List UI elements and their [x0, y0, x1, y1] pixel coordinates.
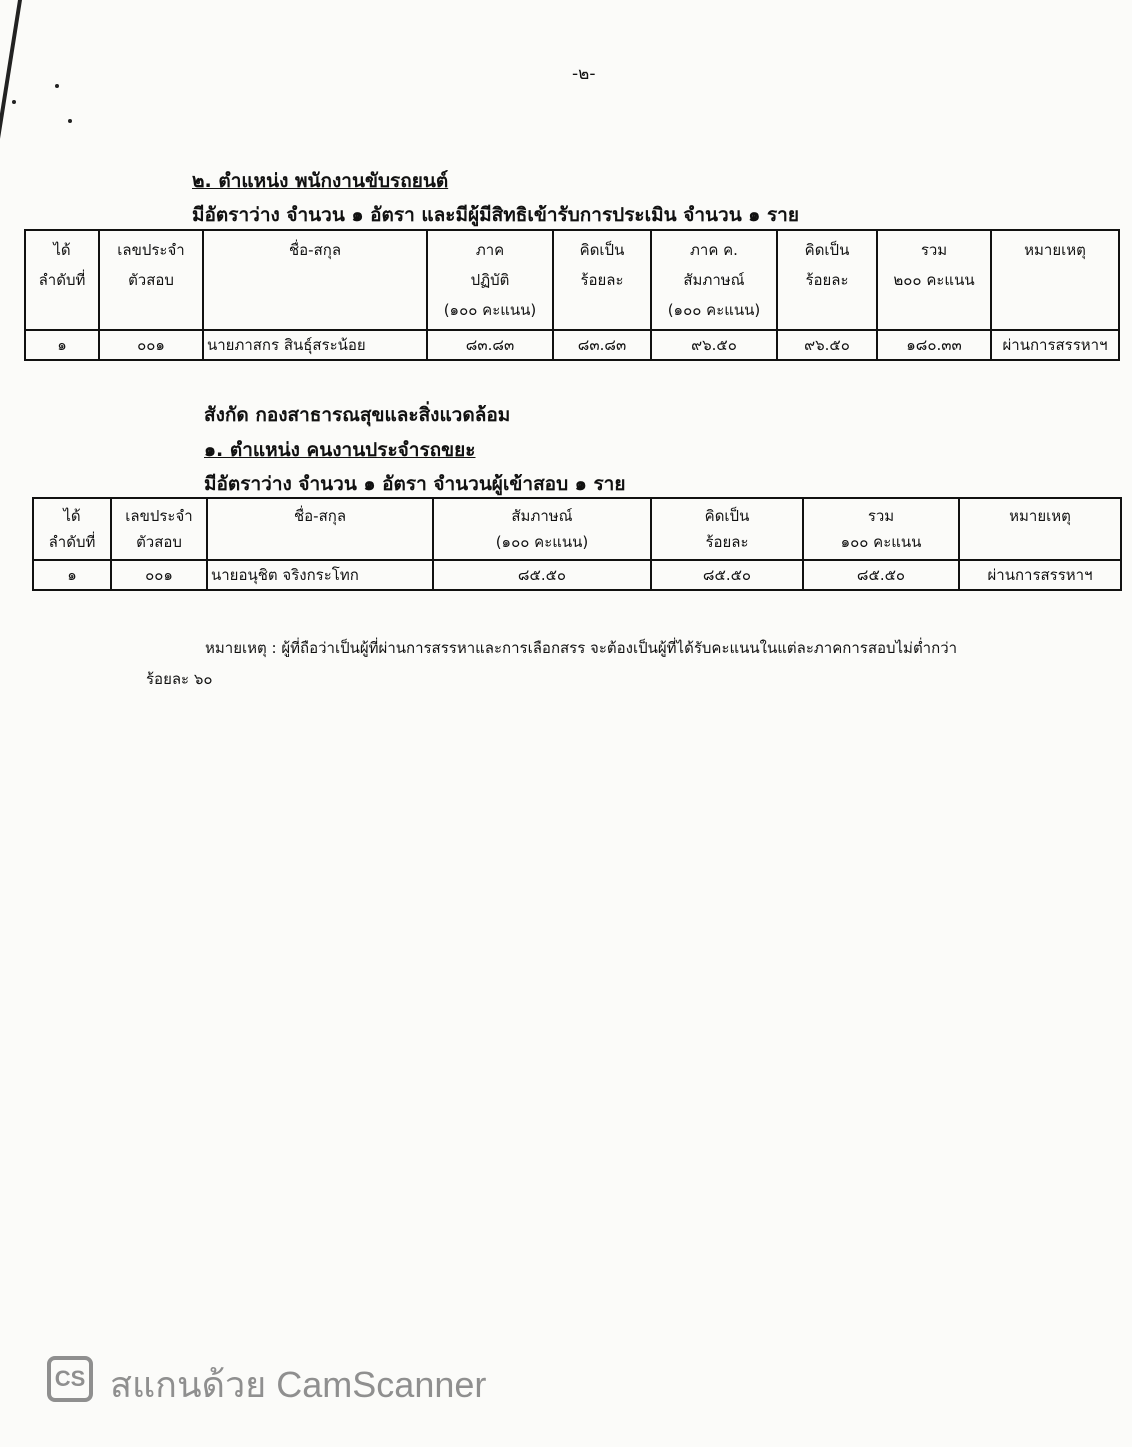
header-exam-no: เลขประจำ ตัวสอบ — [99, 230, 203, 330]
table-header-row — [33, 498, 1121, 560]
scan-speck — [55, 84, 59, 88]
table-header-row — [25, 230, 1119, 330]
table-row — [25, 330, 1119, 360]
cell-interview: ๘๕.๕๐ — [433, 560, 651, 590]
header-interview: ภาค ค. สัมภาษณ์ (๑๐๐ คะแนน) — [651, 230, 777, 330]
cell-interview: ๙๖.๕๐ — [651, 330, 777, 360]
cell-total: ๑๘๐.๓๓ — [877, 330, 991, 360]
cell-remark: ผ่านการสรรหาฯ — [959, 560, 1121, 590]
scan-speck — [68, 119, 72, 123]
results-table-driver — [24, 229, 1120, 361]
cell-rank: ๑ — [25, 330, 99, 360]
cell-rank: ๑ — [33, 560, 111, 590]
cell-remark: ผ่านการสรรหาฯ — [991, 330, 1119, 360]
note-line-1: หมายเหตุ : ผู้ที่ถือว่าเป็นผู้ที่ผ่านการสรรหาและการเลือกสรร จะต้องเป็นผู้ที่ได้รับคะแนนในแต่ละภาคการสอบไม่ต่ำกว่า — [205, 639, 958, 657]
header-exam-no: เลขประจำ ตัวสอบ — [111, 498, 207, 560]
header-remark: หมายเหตุ — [959, 498, 1121, 560]
scan-speck — [12, 100, 16, 104]
header-interview: สัมภาษณ์ (๑๐๐ คะแนน) — [433, 498, 651, 560]
cell-percent-2: ๙๖.๕๐ — [777, 330, 877, 360]
header-percent-2: คิดเป็น ร้อยละ — [777, 230, 877, 330]
header-practical: ภาค ปฏิบัติ (๑๐๐ คะแนน) — [427, 230, 553, 330]
cell-exam-no: ๐๐๑ — [99, 330, 203, 360]
header-name: ชื่อ-สกุล — [203, 230, 427, 330]
cell-total: ๘๕.๕๐ — [803, 560, 959, 590]
header-rank: ได้ ลำดับที่ — [33, 498, 111, 560]
cell-name: นายอนุชิต จริงกระโทก — [207, 560, 433, 590]
header-name: ชื่อ-สกุล — [207, 498, 433, 560]
camscanner-watermark-text: สแกนด้วย CamScanner — [110, 1364, 487, 1405]
scan-edge-line — [0, 0, 22, 300]
cell-exam-no: ๐๐๑ — [111, 560, 207, 590]
cell-practical: ๘๓.๘๓ — [427, 330, 553, 360]
cell-name: นายภาสกร สินธุ์สระน้อย — [203, 330, 427, 360]
header-percent: คิดเป็น ร้อยละ — [651, 498, 803, 560]
header-remark: หมายเหตุ — [991, 230, 1119, 330]
department-title: สังกัด กองสาธารณสุขและสิ่งแวดล้อม — [204, 404, 511, 426]
camscanner-logo: CS — [47, 1356, 93, 1402]
position-title-garbage: ๑. ตำแหน่ง คนงานประจำรถขยะ — [204, 439, 476, 461]
cell-percent-1: ๘๓.๘๓ — [553, 330, 651, 360]
position-title-driver: ๒. ตำแหน่ง พนักงานขับรถยนต์ — [192, 170, 449, 192]
note-line-2: ร้อยละ ๖๐ — [146, 670, 213, 688]
vacancy-line-garbage: มีอัตราว่าง จำนวน ๑ อัตรา จำนวนผู้เข้าสอบ ๑ ราย — [204, 473, 626, 495]
header-total: รวม ๒๐๐ คะแนน — [877, 230, 991, 330]
cell-percent: ๘๕.๕๐ — [651, 560, 803, 590]
page-number: -๒- — [572, 64, 596, 84]
header-rank: ได้ ลำดับที่ — [25, 230, 99, 330]
results-table-garbage — [32, 497, 1122, 591]
header-total: รวม ๑๐๐ คะแนน — [803, 498, 959, 560]
vacancy-line-driver: มีอัตราว่าง จำนวน ๑ อัตรา และมีผู้มีสิทธิเข้ารับการประเมิน จำนวน ๑ ราย — [192, 204, 799, 226]
table-row — [33, 560, 1121, 590]
header-percent-1: คิดเป็น ร้อยละ — [553, 230, 651, 330]
